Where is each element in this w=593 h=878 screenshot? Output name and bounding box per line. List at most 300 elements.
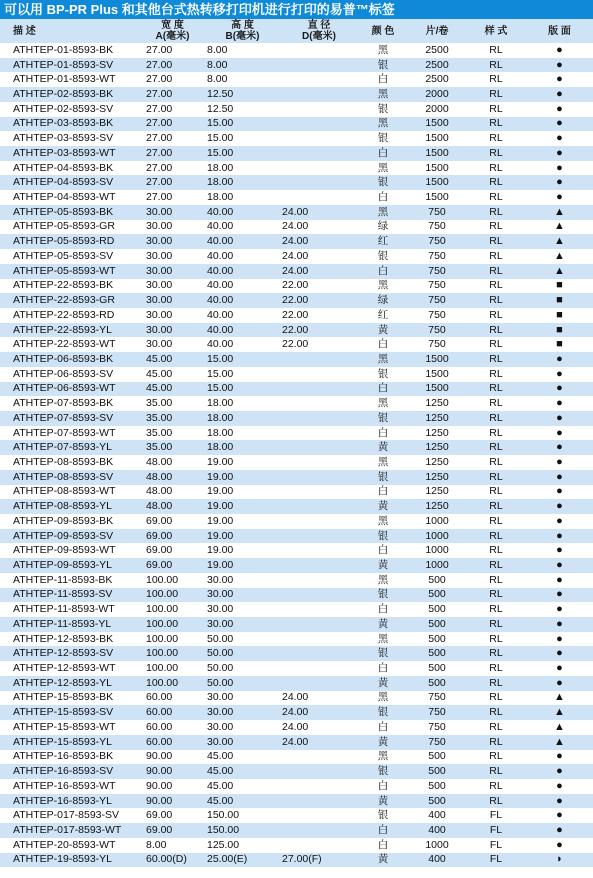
cell-style: RL: [489, 691, 503, 704]
cell-style: RL: [489, 617, 503, 630]
cell-width: 100.00: [146, 588, 179, 601]
cell-height: 45.00: [207, 794, 234, 807]
cell-height: 18.00: [207, 397, 234, 410]
header-width-line2: A(毫米): [155, 31, 190, 42]
cell-color: 绿: [377, 220, 389, 233]
cell-style: RL: [489, 632, 503, 645]
cell-face-icon: ●: [556, 809, 563, 822]
cell-face-icon: ●: [556, 544, 563, 557]
cell-qty: 1500: [425, 161, 449, 174]
cell-color: 白: [377, 720, 389, 733]
header-height-line1: 高 度: [231, 20, 254, 31]
cell-qty: 750: [428, 308, 446, 321]
cell-style: RL: [489, 573, 503, 586]
cell-color: 红: [377, 308, 389, 321]
cell-diameter: [280, 426, 358, 441]
cell-width: 45.00: [146, 352, 173, 365]
cell-diameter: [280, 573, 358, 588]
cell-color: 白: [377, 485, 389, 498]
cell-color: 银: [377, 470, 389, 483]
cell-color: 银: [377, 529, 389, 542]
cell-qty: 1000: [425, 559, 449, 572]
cell-style: RL: [489, 426, 503, 439]
cell-diameter: [280, 175, 358, 190]
cell-color: 黄: [377, 323, 389, 336]
table-header-row: [0, 19, 593, 43]
cell-qty: 1500: [425, 146, 449, 159]
cell-height: 15.00: [207, 352, 234, 365]
cell-style: FL: [489, 809, 503, 822]
cell-color: 黄: [377, 676, 389, 689]
cell-desc: ATHTEP-09-8593-BK: [13, 514, 114, 527]
cell-width: 60.00: [146, 706, 173, 719]
cell-diameter: [280, 58, 358, 73]
cell-qty: 1500: [425, 191, 449, 204]
table-row: [0, 543, 593, 558]
cell-desc: ATHTEP-19-8593-YL: [13, 853, 113, 866]
cell-qty: 1250: [425, 397, 449, 410]
cell-width: 60.00: [146, 720, 173, 733]
cell-style: RL: [489, 88, 503, 101]
cell-width: 30.00: [146, 264, 173, 277]
cell-qty: 750: [428, 735, 446, 748]
cell-style: RL: [489, 117, 503, 130]
cell-width: 100.00: [146, 617, 179, 630]
cell-width: 27.00: [146, 176, 173, 189]
cell-face-icon: ●: [556, 617, 563, 630]
cell-desc: ATHTEP-06-8593-BK: [13, 352, 114, 365]
cell-diameter: [280, 823, 358, 838]
table-row: [0, 190, 593, 205]
cell-width: 30.00: [146, 294, 173, 307]
cell-desc: ATHTEP-09-8593-YL: [13, 559, 113, 572]
cell-height: 19.00: [207, 485, 234, 498]
cell-desc: ATHTEP-20-8593-WT: [13, 838, 116, 851]
cell-face-icon: ■: [556, 294, 563, 307]
cell-color: 黄: [377, 853, 389, 866]
cell-desc: ATHTEP-16-8593-BK: [13, 750, 114, 763]
cell-height: 18.00: [207, 176, 234, 189]
cell-width: 45.00: [146, 382, 173, 395]
cell-style: RL: [489, 514, 503, 527]
cell-style: RL: [489, 544, 503, 557]
cell-height: 18.00: [207, 161, 234, 174]
cell-qty: 2500: [425, 73, 449, 86]
cell-style: RL: [489, 73, 503, 86]
cell-desc: ATHTEP-03-8593-WT: [13, 146, 116, 159]
cell-desc: ATHTEP-06-8593-WT: [13, 382, 116, 395]
cell-desc: ATHTEP-12-8593-SV: [13, 647, 114, 660]
cell-width: 69.00: [146, 823, 173, 836]
cell-height: 19.00: [207, 455, 234, 468]
cell-color: 银: [377, 647, 389, 660]
cell-diameter: 27.00(F): [282, 853, 322, 866]
cell-diameter: [280, 470, 358, 485]
cell-style: RL: [489, 779, 503, 792]
cell-face-icon: ●: [556, 470, 563, 483]
cell-style: RL: [489, 235, 503, 248]
cell-desc: ATHTEP-09-8593-WT: [13, 544, 116, 557]
cell-height: 40.00: [207, 294, 234, 307]
cell-desc: ATHTEP-07-8593-YL: [13, 441, 113, 454]
table-row: [0, 352, 593, 367]
cell-face-icon: ●: [556, 662, 563, 675]
cell-diameter: [280, 617, 358, 632]
table-row: [0, 646, 593, 661]
cell-diameter: 24.00: [282, 720, 309, 733]
cell-width: 27.00: [146, 161, 173, 174]
cell-diameter: [280, 411, 358, 426]
cell-face-icon: ●: [556, 632, 563, 645]
cell-color: 白: [377, 73, 389, 86]
cell-color: 黑: [377, 161, 389, 174]
cell-desc: ATHTEP-04-8593-SV: [13, 176, 114, 189]
cell-height: 19.00: [207, 470, 234, 483]
cell-height: 40.00: [207, 308, 234, 321]
header-width-line1: 宽 度: [161, 20, 184, 31]
table-row: [0, 161, 593, 176]
table-body: [0, 43, 593, 867]
cell-width: 90.00: [146, 779, 173, 792]
cell-face-icon: ●: [556, 397, 563, 410]
cell-diameter: [280, 440, 358, 455]
cell-style: RL: [489, 382, 503, 395]
cell-width: 69.00: [146, 514, 173, 527]
cell-qty: 750: [428, 323, 446, 336]
cell-desc: ATHTEP-08-8593-BK: [13, 455, 114, 468]
cell-desc: ATHTEP-11-8593-WT: [13, 603, 115, 616]
header-desc: 描 述: [13, 25, 36, 37]
cell-qty: 2500: [425, 43, 449, 56]
cell-qty: 400: [428, 823, 446, 836]
cell-diameter: [280, 352, 358, 367]
cell-desc: ATHTEP-02-8593-BK: [13, 88, 114, 101]
cell-height: 12.50: [207, 102, 234, 115]
table-row: [0, 175, 593, 190]
cell-diameter: 24.00: [282, 706, 309, 719]
cell-desc: ATHTEP-07-8593-BK: [13, 397, 114, 410]
cell-diameter: [280, 72, 358, 87]
cell-diameter: [280, 764, 358, 779]
cell-color: 银: [377, 102, 389, 115]
cell-style: RL: [489, 559, 503, 572]
cell-color: 白: [377, 191, 389, 204]
cell-face-icon: ●: [556, 823, 563, 836]
cell-face-icon: ●: [556, 161, 563, 174]
cell-qty: 1250: [425, 470, 449, 483]
cell-desc: ATHTEP-05-8593-SV: [13, 249, 114, 262]
cell-style: RL: [489, 338, 503, 351]
cell-desc: ATHTEP-07-8593-SV: [13, 411, 114, 424]
table-row: [0, 529, 593, 544]
cell-width: 27.00: [146, 43, 173, 56]
cell-qty: 1250: [425, 411, 449, 424]
cell-color: 白: [377, 544, 389, 557]
cell-qty: 1250: [425, 485, 449, 498]
cell-height: 19.00: [207, 559, 234, 572]
cell-width: 35.00: [146, 426, 173, 439]
cell-diameter: [280, 808, 358, 823]
cell-width: 27.00: [146, 58, 173, 71]
cell-diameter: [280, 396, 358, 411]
table-row: [0, 220, 593, 235]
cell-diameter: [280, 543, 358, 558]
table-row: [0, 676, 593, 691]
cell-face-icon: ●: [556, 750, 563, 763]
cell-height: 15.00: [207, 132, 234, 145]
cell-face-icon: ●: [556, 43, 563, 56]
cell-face-icon: ●: [556, 102, 563, 115]
cell-height: 150.00: [207, 809, 240, 822]
header-diameter-line1: 直 径: [307, 20, 331, 31]
cell-diameter: 22.00: [282, 338, 309, 351]
cell-width: 100.00: [146, 632, 179, 645]
cell-width: 100.00: [146, 676, 179, 689]
cell-face-icon: ●: [556, 411, 563, 424]
cell-width: 48.00: [146, 485, 173, 498]
cell-height: 40.00: [207, 235, 234, 248]
cell-color: 黑: [377, 455, 389, 468]
cell-height: 50.00: [207, 632, 234, 645]
cell-face-icon: ●: [556, 58, 563, 71]
cell-face-icon: ●: [556, 676, 563, 689]
table-row: [0, 794, 593, 809]
cell-width: 69.00: [146, 809, 173, 822]
table-row: [0, 146, 593, 161]
cell-width: 48.00: [146, 455, 173, 468]
cell-color: 黑: [377, 397, 389, 410]
cell-color: 银: [377, 176, 389, 189]
cell-qty: 500: [428, 588, 446, 601]
cell-diameter: 24.00: [282, 264, 309, 277]
cell-face-icon: ●: [556, 603, 563, 616]
cell-style: RL: [489, 352, 503, 365]
cell-height: 25.00(E): [207, 853, 248, 866]
cell-width: 8.00: [146, 838, 167, 851]
cell-desc: ATHTEP-08-8593-WT: [13, 485, 116, 498]
cell-color: 白: [377, 426, 389, 439]
header-color: 颜 色: [371, 25, 395, 37]
cell-color: 银: [377, 809, 389, 822]
cell-width: 100.00: [146, 662, 179, 675]
cell-qty: 750: [428, 720, 446, 733]
cell-desc: ATHTEP-08-8593-SV: [13, 470, 114, 483]
cell-height: 8.00: [207, 58, 228, 71]
cell-width: 30.00: [146, 235, 173, 248]
cell-style: RL: [489, 205, 503, 218]
cell-qty: 1000: [425, 544, 449, 557]
cell-desc: ATHTEP-15-8593-BK: [13, 691, 114, 704]
cell-color: 银: [377, 706, 389, 719]
cell-color: 黄: [377, 441, 389, 454]
table-row: [0, 234, 593, 249]
cell-color: 黄: [377, 500, 389, 513]
cell-face-icon: ●: [556, 441, 563, 454]
cell-width: 90.00: [146, 794, 173, 807]
cell-height: 15.00: [207, 146, 234, 159]
cell-width: 60.00: [146, 691, 173, 704]
cell-qty: 750: [428, 338, 446, 351]
cell-height: 15.00: [207, 382, 234, 395]
cell-height: 40.00: [207, 249, 234, 262]
cell-qty: 400: [428, 853, 446, 866]
cell-face-icon: ●: [556, 352, 563, 365]
cell-style: RL: [489, 676, 503, 689]
cell-style: FL: [489, 838, 503, 851]
cell-height: 30.00: [207, 617, 234, 630]
cell-diameter: [280, 529, 358, 544]
cell-color: 白: [377, 264, 389, 277]
cell-face-icon: ▲: [554, 706, 565, 719]
cell-qty: 500: [428, 617, 446, 630]
cell-diameter: [280, 750, 358, 765]
cell-qty: 1250: [425, 455, 449, 468]
cell-width: 30.00: [146, 279, 173, 292]
cell-color: 绿: [377, 294, 389, 307]
cell-diameter: [280, 131, 358, 146]
cell-style: RL: [489, 794, 503, 807]
cell-qty: 750: [428, 220, 446, 233]
cell-height: 50.00: [207, 647, 234, 660]
cell-desc: ATHTEP-017-8593-SV: [13, 809, 120, 822]
cell-height: 18.00: [207, 411, 234, 424]
cell-width: 69.00: [146, 544, 173, 557]
cell-height: 18.00: [207, 426, 234, 439]
cell-style: RL: [489, 264, 503, 277]
cell-width: 27.00: [146, 102, 173, 115]
table-row: [0, 558, 593, 573]
cell-qty: 1500: [425, 367, 449, 380]
cell-face-icon: ●: [556, 647, 563, 660]
cell-color: 银: [377, 132, 389, 145]
cell-width: 100.00: [146, 603, 179, 616]
cell-height: 30.00: [207, 735, 234, 748]
cell-qty: 2000: [425, 102, 449, 115]
cell-height: 19.00: [207, 500, 234, 513]
cell-qty: 750: [428, 706, 446, 719]
cell-desc: ATHTEP-16-8593-SV: [13, 765, 114, 778]
cell-style: RL: [489, 470, 503, 483]
cell-qty: 500: [428, 573, 446, 586]
table-row: [0, 588, 593, 603]
table-row: [0, 602, 593, 617]
cell-width: 30.00: [146, 205, 173, 218]
cell-face-icon: ●: [556, 426, 563, 439]
table-row: [0, 485, 593, 500]
cell-qty: 1500: [425, 176, 449, 189]
cell-style: RL: [489, 485, 503, 498]
cell-face-icon: ●: [556, 191, 563, 204]
table-row: [0, 735, 593, 750]
table-row: [0, 853, 593, 868]
table-row: [0, 87, 593, 102]
cell-face-icon: ●: [556, 794, 563, 807]
cell-desc: ATHTEP-04-8593-BK: [13, 161, 114, 174]
cell-desc: ATHTEP-04-8593-WT: [13, 191, 116, 204]
cell-style: FL: [489, 823, 503, 836]
cell-style: RL: [489, 397, 503, 410]
cell-width: 100.00: [146, 573, 179, 586]
cell-qty: 500: [428, 750, 446, 763]
cell-diameter: [280, 676, 358, 691]
cell-face-icon: ●: [556, 529, 563, 542]
cell-height: 45.00: [207, 779, 234, 792]
table-row: [0, 293, 593, 308]
cell-color: 黑: [377, 573, 389, 586]
cell-height: 40.00: [207, 338, 234, 351]
cell-color: 黑: [377, 205, 389, 218]
cell-desc: ATHTEP-22-8593-YL: [13, 323, 113, 336]
cell-color: 银: [377, 367, 389, 380]
cell-height: 19.00: [207, 529, 234, 542]
cell-face-icon: ●: [556, 559, 563, 572]
cell-style: FL: [489, 853, 503, 866]
header-diameter: [280, 19, 358, 43]
cell-desc: ATHTEP-07-8593-WT: [13, 426, 116, 439]
cell-style: RL: [489, 323, 503, 336]
cell-style: RL: [489, 720, 503, 733]
cell-style: RL: [489, 220, 503, 233]
cell-color: 黑: [377, 352, 389, 365]
cell-height: 30.00: [207, 706, 234, 719]
cell-width: 100.00: [146, 647, 179, 660]
table-row: [0, 499, 593, 514]
cell-face-icon: ▲: [554, 249, 565, 262]
cell-diameter: [280, 558, 358, 573]
table-row: [0, 750, 593, 765]
cell-diameter: [280, 588, 358, 603]
cell-face-icon: ●: [556, 588, 563, 601]
cell-qty: 500: [428, 676, 446, 689]
cell-width: 48.00: [146, 500, 173, 513]
cell-height: 50.00: [207, 662, 234, 675]
cell-height: 12.50: [207, 88, 234, 101]
cell-diameter: [280, 632, 358, 647]
cell-desc: ATHTEP-15-8593-WT: [13, 720, 116, 733]
cell-width: 35.00: [146, 397, 173, 410]
cell-qty: 500: [428, 779, 446, 792]
cell-diameter: 22.00: [282, 294, 309, 307]
cell-diameter: [280, 190, 358, 205]
cell-desc: ATHTEP-06-8593-SV: [13, 367, 114, 380]
cell-desc: ATHTEP-11-8593-YL: [13, 617, 112, 630]
cell-face-icon: ▲: [554, 735, 565, 748]
cell-style: RL: [489, 662, 503, 675]
table-row: [0, 838, 593, 853]
cell-style: RL: [489, 249, 503, 262]
cell-width: 45.00: [146, 367, 173, 380]
cell-desc: ATHTEP-22-8593-WT: [13, 338, 116, 351]
cell-diameter: [280, 87, 358, 102]
cell-width: 27.00: [146, 88, 173, 101]
cell-color: 黑: [377, 632, 389, 645]
cell-style: RL: [489, 279, 503, 292]
cell-height: 40.00: [207, 323, 234, 336]
cell-height: 30.00: [207, 603, 234, 616]
cell-qty: 1000: [425, 514, 449, 527]
cell-height: 8.00: [207, 43, 228, 56]
table-row: [0, 808, 593, 823]
cell-desc: ATHTEP-16-8593-WT: [13, 779, 116, 792]
cell-color: 银: [377, 411, 389, 424]
cell-desc: ATHTEP-15-8593-SV: [13, 706, 114, 719]
cell-style: RL: [489, 750, 503, 763]
cell-desc: ATHTEP-01-8593-WT: [13, 73, 116, 86]
cell-desc: ATHTEP-05-8593-WT: [13, 264, 116, 277]
cell-qty: 750: [428, 294, 446, 307]
table-row: [0, 43, 593, 58]
cell-desc: ATHTEP-02-8593-SV: [13, 102, 114, 115]
